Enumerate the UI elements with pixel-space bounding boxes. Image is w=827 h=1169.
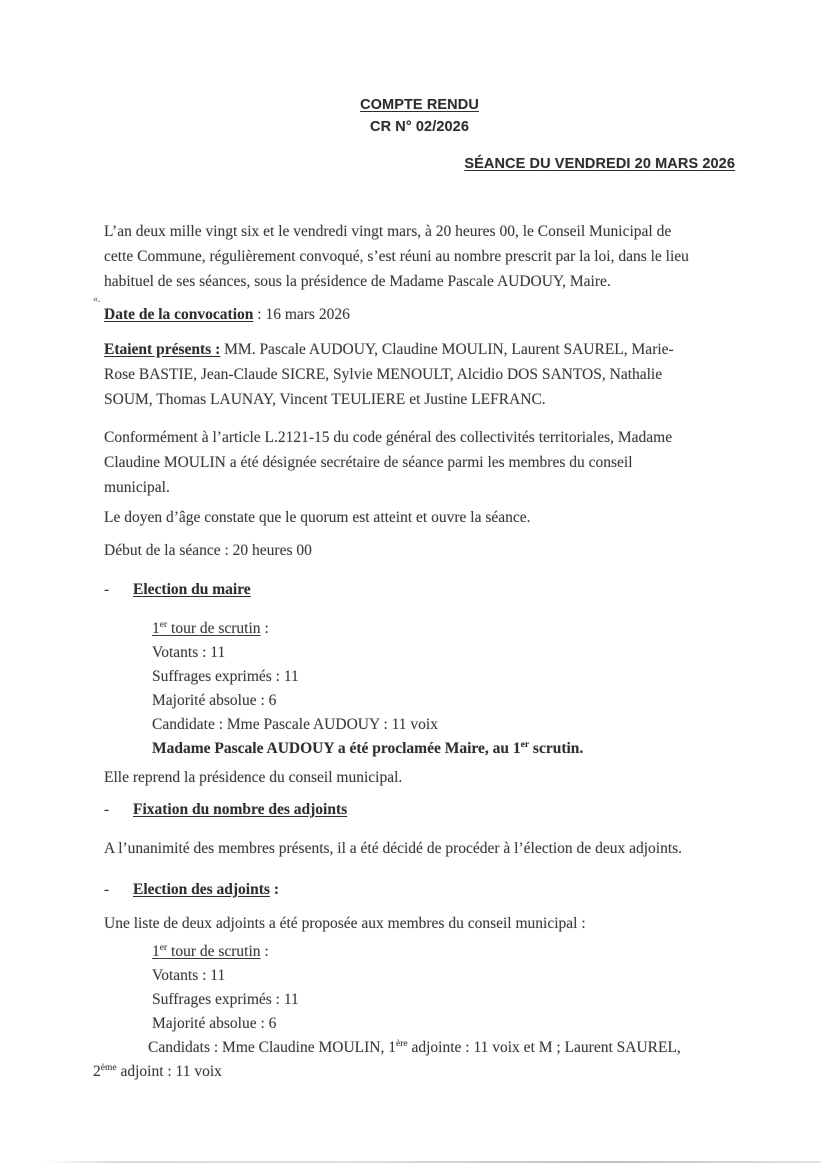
election-maire-heading-line xyxy=(104,577,735,602)
round-ordinal-sup: er xyxy=(159,619,168,630)
round-colon: : xyxy=(260,943,269,960)
majorite-line-2: Majorité absolue : 6 xyxy=(152,1015,277,1032)
scrutin-maire-block xyxy=(104,617,735,761)
round-text: tour de scrutin xyxy=(167,620,261,637)
candidats-text-end: adjoint : 11 voix xyxy=(116,1063,222,1080)
opening-line-2: cette Commune, régulièrement convoqué, s’est réuni au nombre prescrit par la loi, dans le lieu xyxy=(104,248,689,265)
quorum-line: Le doyen d’âge constate que le quorum est atteint et ouvre la séance. xyxy=(104,509,531,526)
suffrages-line-2: Suffrages exprimés : 11 xyxy=(152,991,299,1008)
scrutin-round-label-2 xyxy=(152,943,261,960)
proclamation-ordinal-sup: er xyxy=(520,739,530,750)
document-title: COMPTE RENDU xyxy=(360,97,479,113)
election-adjoints-heading-colon: : xyxy=(269,881,279,898)
election-adjoints-heading: Election des adjoints xyxy=(133,881,270,898)
round-ordinal-sup: er xyxy=(159,942,168,953)
presidence-line: Elle reprend la présidence du conseil municipal. xyxy=(104,769,403,786)
convocation-label: Date de la convocation xyxy=(104,306,254,323)
round-colon: : xyxy=(260,620,269,637)
round-number: 1 xyxy=(152,943,160,960)
bullet-dash-icon: - xyxy=(104,581,110,598)
secretary-line-2: Claudine MOULIN a été désignée secrétaire de séance parmi les membres du conseil xyxy=(104,454,633,471)
election-maire-heading: Election du maire xyxy=(133,581,251,598)
bullet-dash-icon: - xyxy=(104,801,110,818)
adjoints-proposal-line: Une liste de deux adjoints a été proposée aux membres du conseil municipal : xyxy=(104,915,586,932)
scrutin-round-line xyxy=(152,617,735,641)
attendance-line-3: SOUM, Thomas LAUNAY, Vincent TEULIERE et Justine LEFRANC. xyxy=(104,391,546,408)
opening-line-3: habituel de ses séances, sous la présidence de Madame Pascale AUDOUY, Maire. xyxy=(104,273,611,290)
suffrages-line: Suffrages exprimés : 11 xyxy=(152,668,299,685)
attendance-paragraph xyxy=(104,337,735,412)
secretary-line-1: Conformément à l’article L.2121-15 du code général des collectivités territoriales, Madame xyxy=(104,429,673,446)
candidats-line-1 xyxy=(148,1036,735,1060)
secretary-line-3: municipal. xyxy=(104,479,170,496)
attendance-names-start: MM. Pascale AUDOUY, Claudine MOULIN, Laurent SAUREL, Marie- xyxy=(220,341,674,358)
round-text: tour de scrutin xyxy=(167,943,261,960)
attendance-line-1 xyxy=(104,337,735,362)
votants-line: Votants : 11 xyxy=(152,644,226,661)
election-adjoints-heading-line xyxy=(104,877,735,902)
document-title-row xyxy=(104,97,735,113)
attendance-line-2: Rose BASTIE, Jean-Claude SICRE, Sylvie MENOULT, Alcidio DOS SANTOS, Nathalie xyxy=(104,366,663,383)
candidats-text-mid: adjointe : 11 voix et M ; Laurent SAUREL, xyxy=(407,1039,681,1056)
bullet-dash-icon: - xyxy=(104,881,110,898)
margin-scan-artifact: «. xyxy=(93,294,101,305)
proclamation-line xyxy=(152,737,735,761)
session-title-row xyxy=(104,156,735,172)
candidats-text: Candidats : Mme Claudine MOULIN, 1 xyxy=(148,1039,396,1056)
candidats-ordinal-sup-1: ère xyxy=(395,1038,408,1049)
session-title: SÉANCE DU VENDREDI 20 MARS 2026 xyxy=(464,156,735,172)
candidats-line-2 xyxy=(93,1060,735,1084)
page-bottom-scan-edge xyxy=(42,1161,821,1163)
document-reference: CR N° 02/2026 xyxy=(370,119,469,135)
round-number: 1 xyxy=(152,620,160,637)
proclamation-text: Madame Pascale AUDOUY a été proclamée Maire, au 1 xyxy=(152,740,521,757)
opening-paragraph xyxy=(104,219,735,294)
convocation-line xyxy=(104,302,735,327)
scrutin-adjoints-block xyxy=(93,940,735,1084)
proclamation-end: scrutin. xyxy=(529,740,584,757)
fixation-heading-line xyxy=(104,797,735,822)
secretary-paragraph xyxy=(104,425,735,500)
session-start-line: Début de la séance : 20 heures 00 xyxy=(104,542,312,559)
votants-line-2: Votants : 11 xyxy=(152,967,226,984)
attendance-label: Etaient présents : xyxy=(104,341,221,358)
candidate-line: Candidate : Mme Pascale AUDOUY : 11 voix xyxy=(152,716,438,733)
convocation-value: : 16 mars 2026 xyxy=(253,306,350,323)
candidats-ordinal-sup-2: ème xyxy=(100,1062,117,1073)
opening-line-1: L’an deux mille vingt six et le vendredi vingt mars, à 20 heures 00, le Conseil Municipal de xyxy=(104,223,672,240)
candidats-number-2: 2 xyxy=(93,1063,101,1080)
majorite-line: Majorité absolue : 6 xyxy=(152,692,277,709)
fixation-heading: Fixation du nombre des adjoints xyxy=(133,801,348,818)
scrutin-round-label xyxy=(152,620,261,637)
fixation-decision-line: A l’unanimité des membres présents, il a été décidé de procéder à l’élection de deux adjoints. xyxy=(104,840,683,857)
scrutin-round-line-2 xyxy=(152,940,735,964)
